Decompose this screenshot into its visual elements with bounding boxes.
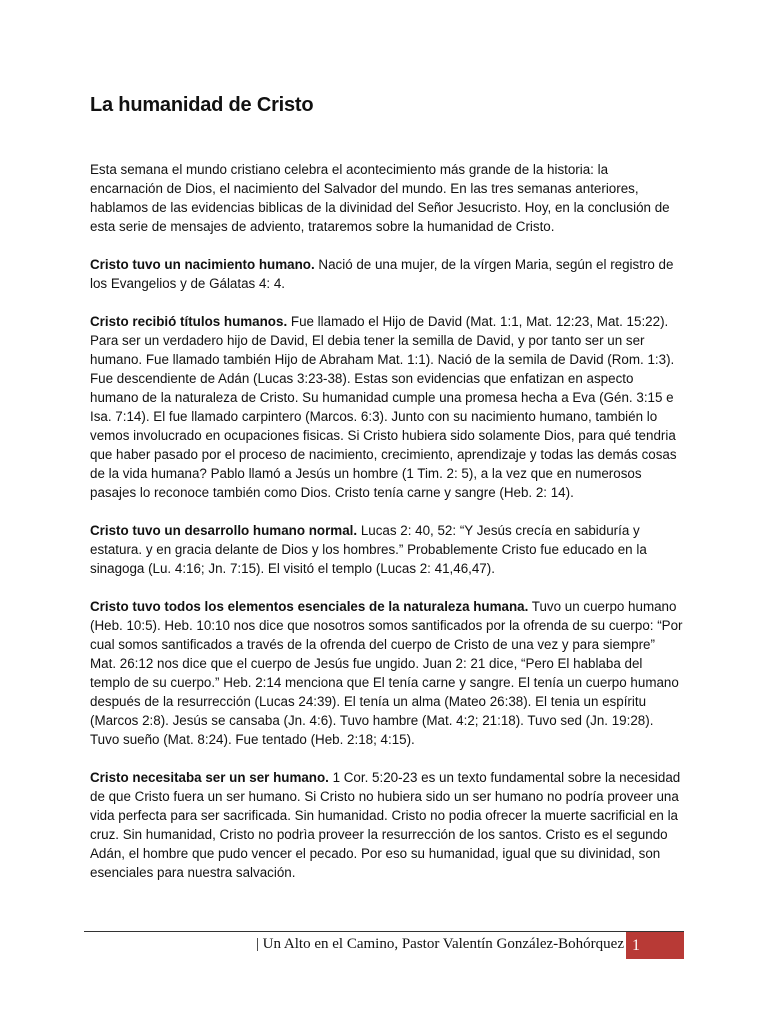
paragraph-desarrollo [90,521,684,578]
paragraph-lead: Cristo tuvo todos los elementos esenciales de la naturaleza humana. [90,599,529,614]
footer-credit: | Un Alto en el Camino, Pastor Valentín González-Bohórquez [255,936,624,952]
paragraph-nacimiento [90,255,684,293]
document-body [90,160,684,901]
paragraph-lead: Cristo tuvo un desarrollo humano normal. [90,523,358,538]
paragraph-titulos [90,312,684,502]
page-title: La humanidad de Cristo [90,94,314,116]
paragraph-text: Tuvo un cuerpo humano (Heb. 10:5). Heb. 10:10 nos dice que nosotros somos santificados por la ofrenda de su cuerpo: “Por cual somos santificados a través de la ofrenda del cuerpo de Cristo de una vez y para siempre” Mat. 26:12 nos dice que el cuerpo de Jesús fue ungido. Juan 2: 21 dice, “Pero El hablaba del templo de su cuerpo.” Heb. 2:14 menciona que El tenía carne y sangre. El tenía un cuerpo humano después de la resurrección (Lucas 24:39). El tenía un alma (Mateo 26:38). El tenia un espíritu (Marcos 2:8). Jesús se cansaba (Jn. 4:6). Tuvo hambre (Mat. 4:2; 21:18). Tuvo sed (Jn. 19:28). Tuvo sueño (Mat. 8:24). Fue tentado (Heb. 2:18; 4:15). [90,599,683,747]
paragraph-lead: Cristo tuvo un nacimiento humano. [90,257,315,272]
paragraph-text: 1 Cor. 5:20-23 es un texto fundamental sobre la necesidad de que Cristo fuera un ser humano. Si Cristo no hubiera sido un ser humano no podría proveer una vida perfecta para ser sacrificada. Sin humanidad. Cristo no podia ofrecer la muerte sacrificial en la cruz. Sin humanidad, Cristo no podrìa proveer la resurrección de los santos. Cristo es el segundo Adán, el hombre que pudo vencer el pecado. Por eso su humanidad, igual que su divinidad, son esenciales para nuestra salvación. [90,770,681,880]
paragraph-necesidad [90,768,684,882]
paragraph-text: Esta semana el mundo cristiano celebra el acontecimiento más grande de la historia: la encarnación de Dios, el nacimiento del Salvador del mundo. En las tres semanas anteriores, hablamos de las evidencias biblicas de la divinidad del Señor Jesucristo. Hoy, en la conclusión de esta serie de mensajes de adviento, trataremos sobre la humanidad de Cristo. [90,162,670,234]
paragraph-elementos [90,597,684,749]
paragraph-text: Lucas 2: 40, 52: “Y Jesús crecía en sabiduría y estatura. y en gracia delante de Dios y los hombres.” Probablemente Cristo fue educado en la sinagoga (Lu. 4:16; Jn. 7:15). El visitó el templo (Lucas 2: 41,46,47). [90,523,647,576]
footer-divider [84,931,684,932]
paragraph-lead: Cristo necesitaba ser un ser humano. [90,770,329,785]
paragraph-text: Nació de una mujer, de la vírgen Maria, según el registro de los Evangelios y de Gálatas 4: 4. [90,257,674,291]
page-number-badge: 1 [626,932,684,959]
paragraph-lead: Cristo recibió títulos humanos. [90,314,288,329]
paragraph-text: Fue llamado el Hijo de David (Mat. 1:1, Mat. 12:23, Mat. 15:22). Para ser un verdadero hijo de David, El debia tener la semilla de David, y por tanto ser un ser humano. Fue llamado también Hijo de Abraham Mat. 1:1). Nació de la semila de David (Rom. 1:3). Fue descendiente de Adán (Lucas 3:23-38). Estas son evidencias que enfatizan en aspecto humano de la naturaleza de Cristo. Su humanidad cumple una promesa hecha a Eva (Gén. 3:15 e Isa. 7:14). El fue llamado carpintero (Marcos. 6:3). Junto con su nacimiento humano, también lo vemos involucrado en ocupaciones fisicas. Si Cristo hubiera sido solamente Dios, para qué tendria que haber pasado por el proceso de nacimiento, crecimiento, aprendizaje y todas las demás cosas de la vida humana? Pablo llamó a Jesús un hombre (1 Tim. 2: 5), a la vez que en numerosos pasajes lo reconoce también como Dios. Cristo tenía carne y sangre (Heb. 2: 14). [90,314,677,500]
paragraph-intro [90,160,684,236]
